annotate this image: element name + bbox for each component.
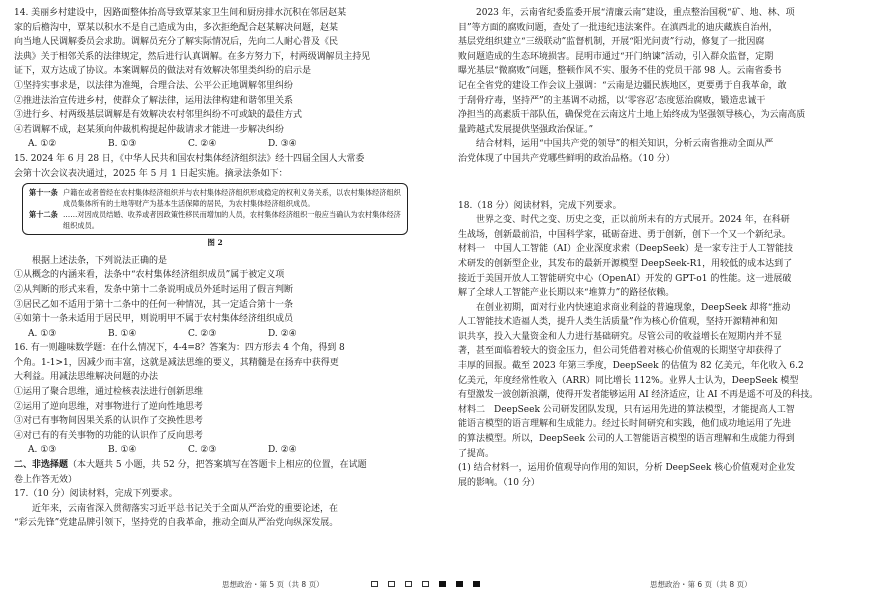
- q14-line: 法典》关于相邻关系的法律规定，然后进行认真调解。在多方努力下，村两级调解员主持见: [14, 51, 371, 62]
- section-desc: 卷上作答无效）: [14, 474, 78, 485]
- q18-line: 术研发的创新型企业，其发布的最新开源模型 DeepSeek-R1，用较低的成本达到了: [458, 258, 793, 269]
- option-d: D. ③④: [268, 139, 297, 150]
- q18-line: 解了全球人工智能产业长期以来“堆算力”的路径依赖。: [458, 288, 675, 299]
- option-d: D. ②④: [268, 445, 297, 456]
- option-c: C. ②③: [188, 328, 217, 339]
- q18-line: 接近于美国开放人工智能研究中心（OpenAI）开发的 GPT-o1 的性能。这一进展破: [458, 273, 792, 284]
- q18-line: 丰厚的回报。截至 2023 年第三季度，DeepSeek 的估值为 82 亿美元，年化收入 6.2: [458, 361, 804, 372]
- section-title: 二、非选择题: [14, 460, 69, 471]
- q16-statement: ④对已有的有关事物的功能的认识作了反向思考: [14, 430, 204, 441]
- q18-subquestion: 展的影响。（10 分）: [458, 477, 540, 488]
- q17-line: 曝光基层“微腐败”问题，整顿作风不实、服务不佳的党员干部 98 人。云南省委书: [458, 66, 782, 77]
- q16-statement: ①运用了聚合思维，通过检核表法进行创新思维: [14, 387, 204, 398]
- question-17: [14, 487, 416, 531]
- page-footer-left: 思想政治・第 5 页（共 8 页）: [222, 580, 324, 589]
- q14-line: 14. 美丽乡村建设中，因路面整体抬高导致覃某家卫生间和厨房排水沉积在邻居赵某: [14, 8, 347, 18]
- q17-line: “彩云先锋”党建品牌引领下，坚持党的自我革命，推动全面从严治党向纵深发展。: [14, 518, 339, 529]
- option-a: A. ①②: [28, 139, 57, 150]
- q16-statement: ③对已有事物间因果关系的认识作了交换性思考: [14, 416, 204, 427]
- article-text: ……对因成员结婚、收养或者因政策性移民而增加的人员，农村集体经济组织一般应当确认为农村集体经济组织成员。: [63, 210, 401, 231]
- q17-line: 败问题造成的生态环境损害。昆明市通过“开门纳谏”活动，引入群众监督，定期: [458, 51, 774, 62]
- left-column: [14, 6, 416, 531]
- question-16: [14, 341, 416, 458]
- blank-space: [458, 167, 858, 183]
- alignment-mark-open: [371, 581, 378, 587]
- q18-line: 在创业初期，面对行业内快速追求商业利益的普遍现象，DeepSeek 却将“推动: [476, 302, 791, 313]
- right-column: [458, 6, 858, 490]
- q15-statement: ③居民乙如不适用于第十二条中的任何一种情况，其一定适合第十一条: [14, 299, 294, 310]
- q17-line: 基层党组织建立“三级联动”监督机制，开展“阳光问责”行动，修复了一批因腐: [458, 37, 765, 48]
- q16-line: 大利益。用减法思维解决问题的办法: [14, 372, 159, 383]
- q17-line: 目”等方面的腐败问题，查处了一批违纪违法案件。在滇西北的迪庆藏族自治州，: [458, 22, 778, 33]
- q14-options: [28, 137, 416, 152]
- q18-line: 亿美元，年度经常性收入（ARR）同比增长 112%。业界人士认为，DeepSeek 模型: [458, 375, 799, 386]
- option-d: D. ②④: [268, 328, 297, 339]
- question-18: [458, 199, 858, 491]
- q16-statement: ②运用了逆向思维，对事物进行了逆向性地思考: [14, 401, 204, 412]
- q17-task: 结合材料，运用“中国共产党的领导”的相关知识，分析云南省推动全面从严: [476, 139, 774, 150]
- option-b: B. ①④: [108, 328, 137, 339]
- q18-line: 的算法模型。所以，DeepSeek 公司的人工智能语言模型的语言理解和生成能力得到: [458, 434, 795, 445]
- q16-options: [28, 443, 416, 458]
- option-b: B. ①④: [108, 445, 137, 456]
- option-c: C. ②④: [188, 139, 217, 150]
- question-14: [14, 6, 416, 152]
- q15-options: [28, 327, 416, 342]
- q14-statement: ④若调解不成，赵某须向仲裁机构提起仲裁请求才能进一步解决纠纷: [14, 124, 285, 135]
- q17-line: 净担当的高素质干部队伍，确保党在云南这片土地上始终成为坚强领导核心，为云南高质: [458, 110, 806, 121]
- article-text: 户籍在或者曾经在农村集体经济组织并与农村集体经济组织形成稳定的权利义务关系，以农村集体经济组织成员集体所有的土地等财产为基本生活保障的居民，为农村集体经济组织成员。: [63, 188, 401, 209]
- alignment-mark-filled: [456, 581, 463, 587]
- q18-material-1: 材料一 中国人工智能（AI）企业深度求索（DeepSeek）是一家专注于人工智能技: [458, 244, 793, 255]
- alignment-marks: [371, 581, 480, 587]
- part-2-header: [14, 458, 416, 487]
- q14-line: 向当地人民调解委员会求助。调解员充分了解实际情况后，先向二人耐心普及《民: [14, 37, 339, 48]
- q18-line: 了提高。: [458, 448, 495, 459]
- q18-line: 有望激发一波创新浪潮，使得开发者能够运用 AI 经济适应，让 AI 不再是遥不可及的科技。: [458, 390, 819, 401]
- q18-line: 能语言模型的语言理解和生成能力。经过长时间研究和实践，他们成功地运用了先进: [458, 419, 792, 430]
- q18-line: 人工智能技术造福人类，提升人类生活质量”作为核心价值观，坚持开源精神和知: [458, 317, 778, 328]
- q18-line: 著，甚至面临着较大的资金压力，但公司凭借着对核心价值观的长期坚守却获得了: [458, 346, 783, 357]
- article-number: 第十二条: [29, 210, 58, 220]
- alignment-mark-filled: [473, 581, 480, 587]
- q14-line: 家的后檐沟中，覃某以积水不是自己造成为由，多次拒绝配合赵某解决问题，赵某: [14, 22, 339, 33]
- q18-subquestion: (1) 结合材料一，运用价值观导向作用的知识，分析 DeepSeek 核心价值观对企业发: [458, 463, 796, 474]
- alignment-mark-open: [422, 581, 429, 587]
- q17-task: 治党体现了中国共产党哪些鲜明的政治品格。（10 分）: [458, 153, 675, 164]
- option-c: C. ②③: [188, 445, 217, 456]
- q18-line: 世界之变、时代之变、历史之变，正以前所未有的方式展开。2024 年，在科研: [476, 215, 790, 226]
- option-a: A. ①③: [28, 328, 57, 339]
- q18-line: 识共享，投入大量资金和人力进行基础研究。尽管公司的收益增长在短期内并不显: [458, 331, 783, 342]
- alignment-mark-filled: [439, 581, 446, 587]
- q17-line: 于刮骨疗毒，坚持严”的主基调不动摇，以‘零容忍’态度惩治腐败，锻造忠诚干: [458, 95, 766, 106]
- blank-space: [458, 183, 858, 199]
- q15-line: 根据上述法条，下列说法正确的是: [32, 255, 168, 266]
- q14-statement: ②推进法治宣传进乡村，使群众了解法律，运用法律构建和谐邻里关系: [14, 95, 294, 106]
- q17-line: 记在全省党的建设工作会议上强调：“云南是边疆民族地区，更要勇于自我革命，敢: [458, 80, 787, 91]
- q15-statement: ①从概念的内涵来看，法条中“农村集体经济组织成员”属于被定义项: [14, 270, 285, 281]
- q18-line: 生战场，创新最前沿，中国科学家，砥砺奋进、勇于创新，创下一个又一个新纪录。: [458, 229, 792, 240]
- alignment-mark-open: [405, 581, 412, 587]
- q18-head: 18.（18 分）阅读材料，完成下列要求。: [458, 200, 622, 211]
- law-article: [29, 187, 401, 209]
- q16-line: 个角。1-1>1，因减少而丰富，这就是减法思维的要义，其精髓是在扬弃中获得更: [14, 357, 339, 368]
- q15-line: 15. 2024 年 6 月 28 日，《中华人民共和国农村集体经济组织法》经十四届全国人大常委: [14, 153, 365, 164]
- law-excerpt-box: [22, 183, 408, 235]
- q15-line: 会第十次会议表决通过，2025 年 5 月 1 日起实施。摘录法条如下：: [14, 168, 288, 179]
- q17-line: 量跨越式发展提供坚强政治保证。”: [458, 124, 594, 135]
- alignment-mark-open: [388, 581, 395, 587]
- q18-material-2: 材料二 DeepSeek 公司研发团队发现，只有运用先进的算法模型，才能提高人工智: [458, 404, 795, 415]
- q17-line: 近年来，云南省深入贯彻落实习近平总书记关于全面从严治党的重要论述，在: [32, 503, 339, 514]
- question-15: [14, 152, 416, 341]
- q14-statement: ①坚持实事求是，以法律为准绳，合理合法、公平公正地调解邻里纠纷: [14, 80, 294, 91]
- q16-line: 16. 有一则趣味数学题：在什么情况下，4-4=8？答案为：四方形去 4 个角，得到 8: [14, 343, 345, 354]
- section-desc: （本大题共 5 小题，共 52 分，把答案填写在答题卡上相应的位置，在试题: [68, 460, 367, 471]
- figure-caption: 图 2: [207, 238, 223, 248]
- option-a: A. ①③: [28, 445, 57, 456]
- q14-statement: ③进行乡、村两级基层调解是有效解决农村邻里纠纷不可或缺的最佳方式: [14, 110, 303, 121]
- law-article: [29, 209, 401, 231]
- q15-statement: ④如第十一条未适用于居民甲，则说明甲不属于农村集体经济组织成员: [14, 314, 294, 325]
- q15-statement: ②从判断的形式来看，发条中第十二条说明成员外延时运用了假言判断: [14, 284, 294, 295]
- article-number: 第十一条: [29, 188, 58, 198]
- question-17-continued: [458, 6, 858, 167]
- q17-line: 2023 年，云南省纪委监委开展“清廉云南”建设，重点整治国税“矿、地、林、项: [476, 8, 795, 18]
- q17-head: 17.（10 分）阅读材料，完成下列要求。: [14, 489, 178, 500]
- q14-line: 证下，双方达成了协议。本案调解员的做法对有效解决邻里类纠纷的启示是: [14, 66, 312, 77]
- page-footer-right: 思想政治・第 6 页（共 8 页）: [650, 580, 752, 589]
- option-b: B. ①③: [108, 139, 137, 150]
